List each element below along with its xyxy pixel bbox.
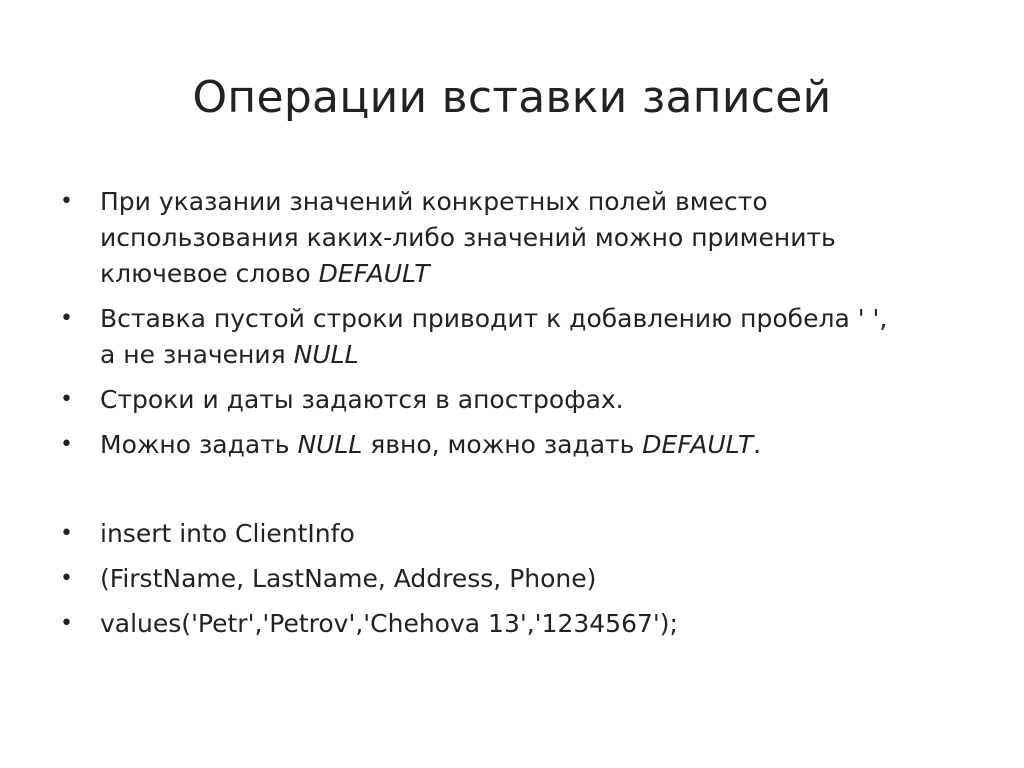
- bullet-item-quotes: [58, 382, 978, 418]
- bullet-line: Вставка пустой строки приводит к добавлению пробела ' ',: [100, 304, 888, 333]
- bullet-item-empty-string: [58, 301, 978, 373]
- bullet-line: Строки и даты задаются в апострофах.: [100, 385, 624, 414]
- bullet-item-default-keyword: [58, 184, 978, 292]
- bullet-text: а не значения: [100, 340, 294, 369]
- bullet-dot-icon: •: [60, 611, 73, 636]
- bullet-item-null-default: [58, 427, 978, 463]
- bullet-line: [100, 337, 978, 373]
- bullet-dot-icon: •: [60, 189, 73, 214]
- code-bullet-insert: [58, 516, 978, 552]
- bullet-line: При указании значений конкретных полей вместо: [100, 187, 768, 216]
- code-line: insert into ClientInfo: [100, 519, 355, 548]
- slide-title: Операции вставки записей: [192, 72, 832, 123]
- bullet-line: [100, 256, 978, 292]
- bullet-dot-icon: •: [60, 521, 73, 546]
- bullet-dot-icon: •: [60, 566, 73, 591]
- bullet-keyword: DEFAULT: [642, 430, 754, 459]
- bullet-dot-icon: •: [60, 387, 73, 412]
- bullet-text: Можно задать: [100, 430, 298, 459]
- bullet-text: ключевое слово: [100, 259, 319, 288]
- code-line: (FirstName, LastName, Address, Phone): [100, 564, 597, 593]
- bullet-spacer: [58, 472, 978, 516]
- bullet-dot-icon: •: [60, 432, 73, 457]
- bullet-text: явно, можно задать: [362, 430, 643, 459]
- bullet-list: [58, 184, 978, 651]
- code-bullet-columns: [58, 561, 978, 597]
- bullet-keyword: NULL: [293, 340, 359, 369]
- code-line: values('Petr','Petrov','Chehova 13','1234567');: [100, 609, 678, 638]
- code-bullet-values: [58, 606, 978, 642]
- bullet-text: .: [753, 430, 762, 459]
- bullet-line: использования каких-либо значений можно применить: [100, 223, 836, 252]
- bullet-keyword: NULL: [297, 430, 363, 459]
- bullet-dot-icon: •: [60, 306, 73, 331]
- bullet-keyword: DEFAULT: [318, 259, 430, 288]
- bullet-line: [100, 427, 978, 463]
